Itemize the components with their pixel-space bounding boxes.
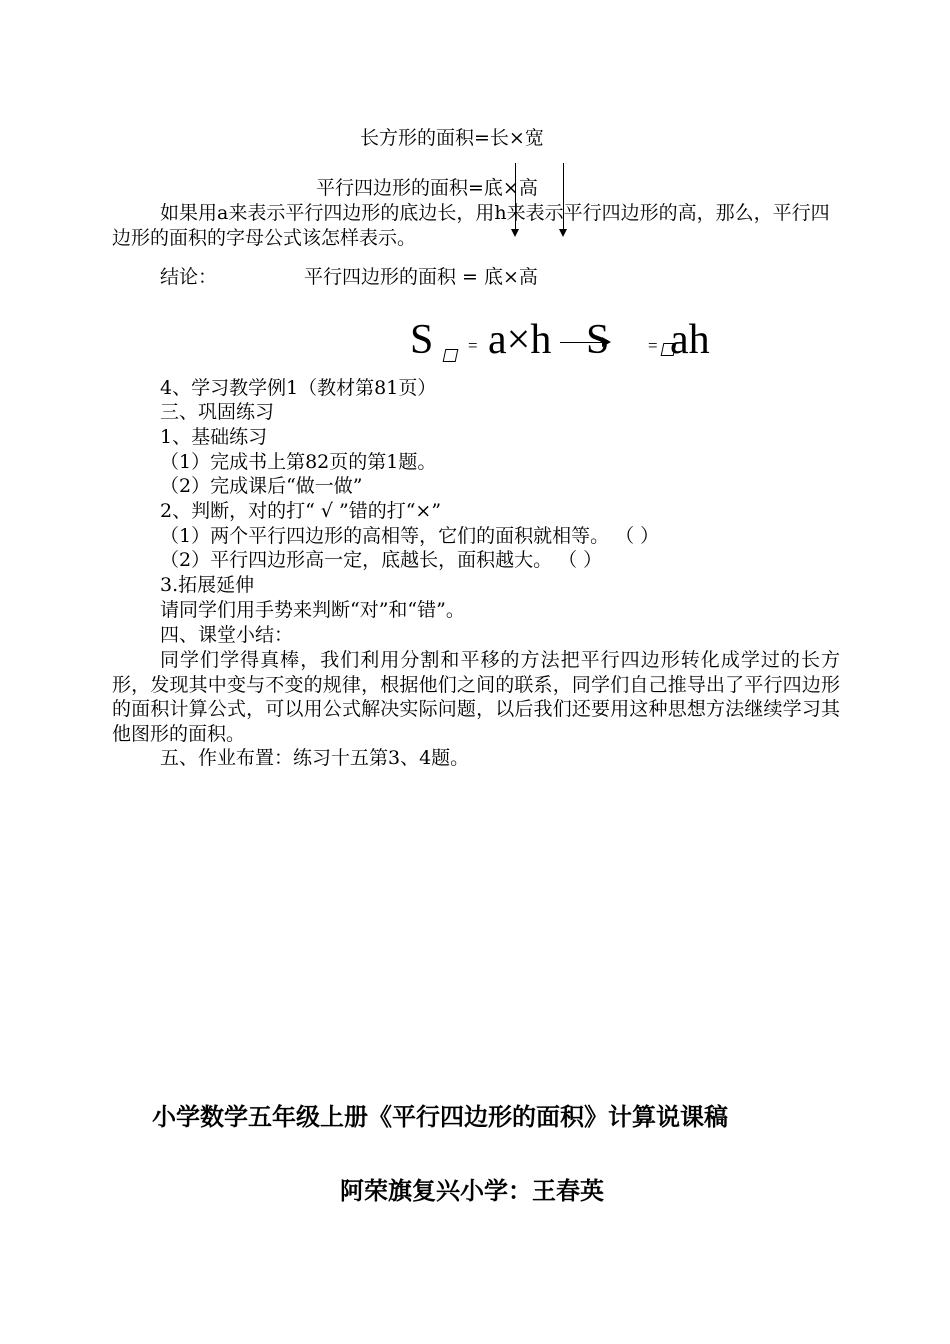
formula-equals: = bbox=[468, 336, 478, 355]
lesson-line: （2）完成课后“做一做” bbox=[160, 475, 363, 497]
lesson-line: 四、课堂小结： bbox=[160, 624, 294, 646]
formula-s-symbol-2: S bbox=[586, 317, 610, 363]
lesson-line: 3.拓展延伸 bbox=[160, 574, 255, 596]
lesson-line: （1）两个平行四边形的高相等，它们的面积就相等。 （ ） bbox=[160, 525, 660, 547]
lesson-line: （1）完成书上第82页的第1题。 bbox=[160, 451, 437, 473]
lesson-line: （2）平行四边形高一定，底越长，面积越大。 （ ） bbox=[160, 549, 603, 571]
summary-paragraph: 同学们学得真棒，我们利用分割和平移的方法把平行四边形转化成学过的长方形，发现其中变与不变的规律，根据他们之间的联系，同学们自己推导出了平行四边形的面积计算公式，可以用公式解决实际问题，以后我们还要用这种思想方法继续学习其他图形的面积。 bbox=[112, 649, 840, 745]
document-title: 小学数学五年级上册《平行四边形的面积》计算说课稿 bbox=[152, 1103, 728, 1131]
subscript-parallelogram-icon bbox=[443, 349, 459, 362]
conclusion-text: 平行四边形的面积 = 底×高 bbox=[304, 266, 538, 288]
author-line: 阿荣旗复兴小学：王春英 bbox=[340, 1177, 604, 1205]
lesson-line: 4、学习教学例1（教材第81页） bbox=[160, 377, 437, 399]
formula-s-symbol: S bbox=[410, 317, 434, 363]
formula-rectangle: 长方形的面积=长×宽 bbox=[360, 127, 544, 149]
lesson-line: 请同学们用手势来判断“对”和“错”。 bbox=[160, 599, 465, 621]
lesson-line: 三、巩固练习 bbox=[160, 401, 275, 423]
lesson-line: 1、基础练习 bbox=[160, 426, 268, 448]
lesson-line: 2、判断，对的打“ √ ”错的打“×” bbox=[160, 500, 442, 522]
homework-line: 五、作业布置：练习十五第3、4题。 bbox=[160, 747, 470, 769]
conclusion-label: 结论： bbox=[160, 266, 218, 288]
formula-parallelogram: 平行四边形的面积=底×高 bbox=[316, 177, 538, 199]
formula-result: ah bbox=[670, 317, 710, 363]
formula-equals-2: = bbox=[648, 336, 658, 355]
question-paragraph: 如果用a来表示平行四边形的底边长，用h来表示平行四边形的高，那么，平行四边形的面积的字母公式该怎样表示。 bbox=[112, 202, 830, 249]
formula-expression: a×h bbox=[488, 317, 552, 363]
